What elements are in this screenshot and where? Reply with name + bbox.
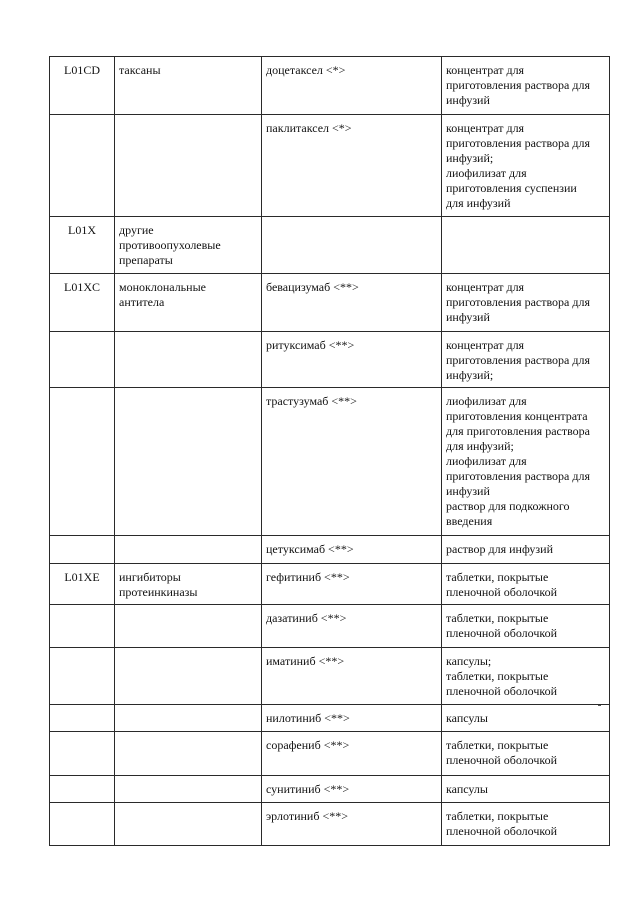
- drug-name-cell: сорафениб <**>: [262, 732, 442, 776]
- table-row: [50, 57, 610, 115]
- drug-name-cell: дазатиниб <**>: [262, 605, 442, 648]
- atc-code-cell: L01X: [50, 217, 115, 274]
- atc-code-cell: L01XC: [50, 274, 115, 332]
- table-row: [50, 536, 610, 564]
- table-row: [50, 388, 610, 536]
- drug-name-cell: сунитиниб <**>: [262, 776, 442, 803]
- drug-name-cell: паклитаксел <*>: [262, 115, 442, 217]
- group-cell: другие противоопухолевые препараты: [115, 217, 262, 274]
- atc-code-cell: [50, 605, 115, 648]
- group-cell: ингибиторы протеинкиназы: [115, 564, 262, 605]
- group-cell: [115, 705, 262, 732]
- drug-table: [49, 56, 610, 846]
- dosage-form-cell: концентрат для приготовления раствора для инфузий: [442, 57, 610, 115]
- drug-name-cell: [262, 217, 442, 274]
- group-cell: таксаны: [115, 57, 262, 115]
- drug-name-cell: иматиниб <**>: [262, 648, 442, 705]
- atc-code-cell: L01CD: [50, 57, 115, 115]
- dosage-form-cell: лиофилизат для приготовления концентрата для приготовления раствора для инфузий; лиофилизат для приготовления раствора для инфузий раствор для подкожного введения: [442, 388, 610, 536]
- dosage-form-cell: таблетки, покрытые пленочной оболочкой: [442, 605, 610, 648]
- drug-name-cell: эрлотиниб <**>: [262, 803, 442, 846]
- group-cell: [115, 803, 262, 846]
- atc-code-cell: [50, 388, 115, 536]
- table-row: [50, 115, 610, 217]
- table-row: [50, 605, 610, 648]
- scan-speck: [598, 705, 601, 706]
- table-row: [50, 732, 610, 776]
- group-cell: [115, 648, 262, 705]
- dosage-form-cell: концентрат для приготовления раствора для инфузий: [442, 274, 610, 332]
- group-cell: [115, 776, 262, 803]
- atc-code-cell: [50, 732, 115, 776]
- dosage-form-cell: капсулы: [442, 776, 610, 803]
- dosage-form-cell: таблетки, покрытые пленочной оболочкой: [442, 564, 610, 605]
- table-row: [50, 217, 610, 274]
- atc-code-cell: [50, 705, 115, 732]
- drug-name-cell: бевацизумаб <**>: [262, 274, 442, 332]
- drug-name-cell: нилотиниб <**>: [262, 705, 442, 732]
- dosage-form-cell: капсулы: [442, 705, 610, 732]
- drug-name-cell: доцетаксел <*>: [262, 57, 442, 115]
- atc-code-cell: [50, 803, 115, 846]
- dosage-form-cell: капсулы; таблетки, покрытые пленочной оболочкой: [442, 648, 610, 705]
- table-row: [50, 803, 610, 846]
- atc-code-cell: [50, 115, 115, 217]
- group-cell: [115, 605, 262, 648]
- atc-code-cell: [50, 536, 115, 564]
- dosage-form-cell: концентрат для приготовления раствора для инфузий;: [442, 332, 610, 388]
- table-row: [50, 274, 610, 332]
- atc-code-cell: L01XE: [50, 564, 115, 605]
- table-row: [50, 705, 610, 732]
- dosage-form-cell: концентрат для приготовления раствора для инфузий; лиофилизат для приготовления суспензии для инфузий: [442, 115, 610, 217]
- atc-code-cell: [50, 776, 115, 803]
- dosage-form-cell: таблетки, покрытые пленочной оболочкой: [442, 732, 610, 776]
- group-cell: [115, 732, 262, 776]
- drug-name-cell: трастузумаб <**>: [262, 388, 442, 536]
- dosage-form-cell: [442, 217, 610, 274]
- drug-name-cell: гефитиниб <**>: [262, 564, 442, 605]
- atc-code-cell: [50, 332, 115, 388]
- group-cell: моноклональные антитела: [115, 274, 262, 332]
- table-row: [50, 776, 610, 803]
- group-cell: [115, 115, 262, 217]
- table-row: [50, 332, 610, 388]
- drug-name-cell: цетуксимаб <**>: [262, 536, 442, 564]
- group-cell: [115, 332, 262, 388]
- table-row: [50, 564, 610, 605]
- group-cell: [115, 536, 262, 564]
- group-cell: [115, 388, 262, 536]
- dosage-form-cell: таблетки, покрытые пленочной оболочкой: [442, 803, 610, 846]
- atc-code-cell: [50, 648, 115, 705]
- drug-name-cell: ритуксимаб <**>: [262, 332, 442, 388]
- dosage-form-cell: раствор для инфузий: [442, 536, 610, 564]
- table-row: [50, 648, 610, 705]
